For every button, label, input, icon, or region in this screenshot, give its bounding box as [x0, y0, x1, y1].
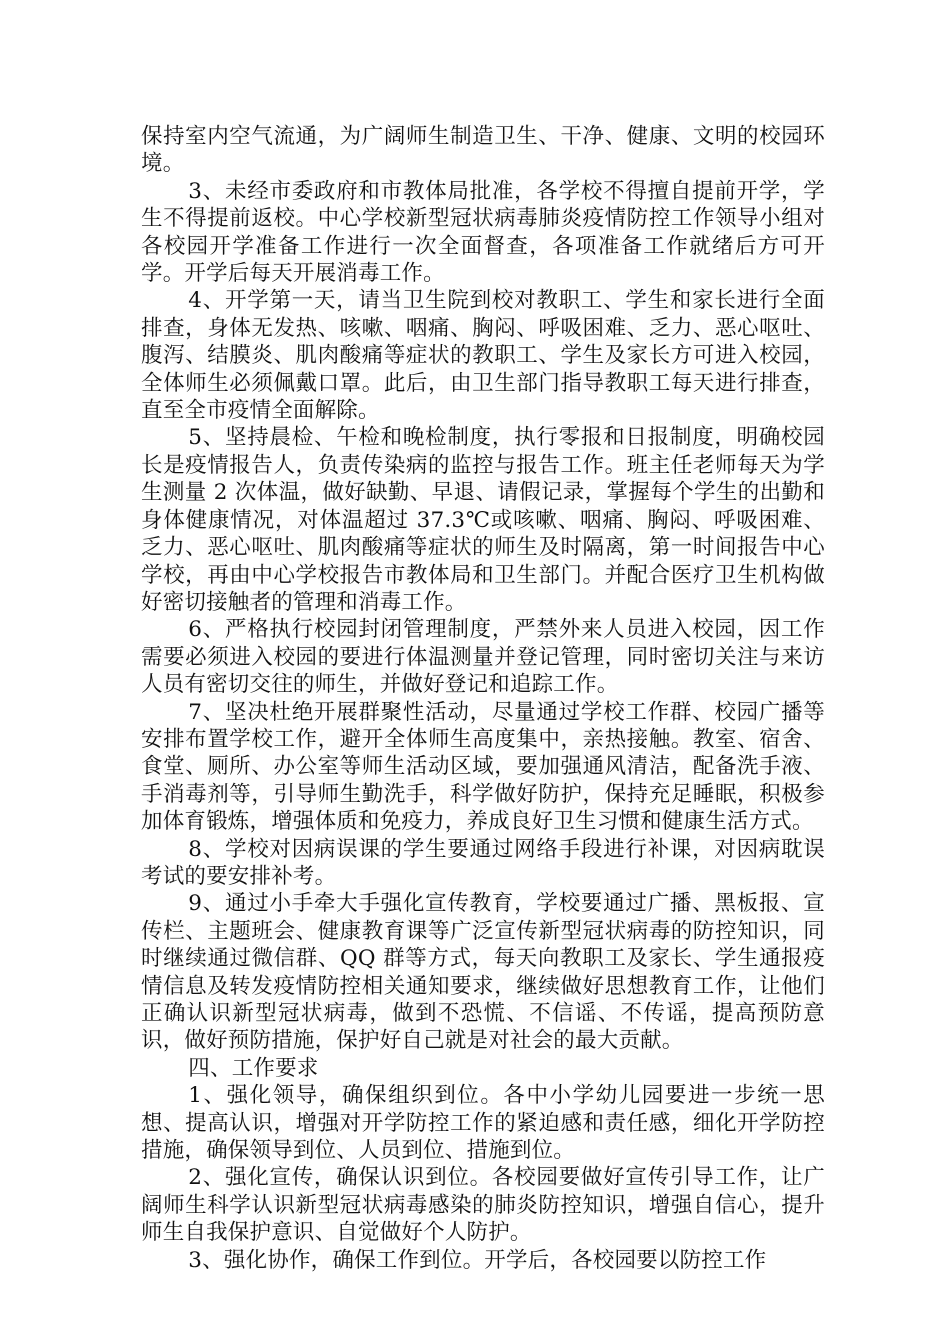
requirement-item-2: 2、强化宣传，确保认识到位。各校园要做好宣传引导工作，让广阔师生科学认识新型冠状病毒感染的肺炎防控知识，增强自信心，提升师生自我保护意识、自觉做好个人防护。	[141, 1165, 825, 1246]
section-heading-work-requirements: 四、工作要求	[188, 1055, 319, 1081]
document-body	[141, 123, 825, 1274]
paragraph-item-6: 6、严格执行校园封闭管理制度，严禁外来人员进入校园，因工作需要必须进入校园的要进行体温测量并登记管理，同时密切关注与来访人员有密切交往的师生，并做好登记和追踪工作。	[141, 617, 825, 698]
paragraph-item-3: 3、未经市委政府和市教体局批准，各学校不得擅自提前开学，学生不得提前返校。中心学校新型冠状病毒肺炎疫情防控工作领导小组对各校园开学准备工作进行一次全面督查，各项准备工作就绪后方可开学。开学后每天开展消毒工作。	[141, 178, 825, 287]
requirement-item-1: 1、强化领导，确保组织到位。各中小学幼儿园要进一步统一思想、提高认识，增强对开学防控工作的紧迫感和责任感，细化开学防控措施，确保领导到位、人员到位、措施到位。	[141, 1083, 825, 1164]
paragraph-item-5: 5、坚持晨检、午检和晚检制度，执行零报和日报制度，明确校园长是疫情报告人，负责传染病的监控与报告工作。班主任老师每天为学生测量 2 次体温，做好缺勤、早退、请假记录，掌握每个学生的出勤和身体健康情况，对体温超过 37.3℃或咳嗽、咽痛、胸闷、呼吸困难、乏力、恶心呕吐、肌肉酸痛等症状的师生及时隔离，第一时间报告中心学校，再由中心学校报告市教体局和卫生部门。并配合医疗卫生机构做好密切接触者的管理和消毒工作。	[141, 425, 825, 615]
requirement-item-3: 3、强化协作，确保工作到位。开学后，各校园要以防控工作	[188, 1247, 767, 1273]
paragraph-item-7: 7、坚决杜绝开展群聚性活动，尽量通过学校工作群、校园广播等安排布置学校工作，避开全体师生高度集中，亲热接触。教室、宿舍、食堂、厕所、办公室等师生活动区域，要加强通风清洁，配备洗手液、手消毒剂等，引导师生勤洗手，科学做好防护，保持充足睡眠，积极参加体育锻炼，增强体质和免疫力，养成良好卫生习惯和健康生活方式。	[141, 699, 825, 835]
paragraph-item-4: 4、开学第一天，请当卫生院到校对教职工、学生和家长进行全面排查，身体无发热、咳嗽、咽痛、胸闷、呼吸困难、乏力、恶心呕吐、腹泻、结膜炎、肌肉酸痛等症状的教职工、学生及家长方可进入校园，全体师生必须佩戴口罩。此后，由卫生部门指导教职工每天进行排查，直至全市疫情全面解除。	[141, 288, 825, 424]
paragraph-item-9: 9、通过小手牵大手强化宣传教育，学校要通过广播、黑板报、宣传栏、主题班会、健康教育课等广泛宣传新型冠状病毒的防控知识，同时继续通过微信群、QQ 群等方式，每天向教职工及家长、学生通报疫情信息及转发疫情防控相关通知要求，继续做好思想教育工作，让他们正确认识新型冠状病毒，做到不恐慌、不信谣、不传谣，提高预防意识，做好预防措施，保护好自己就是对社会的最大贡献。	[141, 891, 825, 1054]
paragraph-item-8: 8、学校对因病误课的学生要通过网络手段进行补课，对因病耽误考试的要安排补考。	[141, 836, 825, 889]
paragraph-continuation: 保持室内空气流通，为广阔师生制造卫生、干净、健康、文明的校园环境。	[141, 124, 825, 177]
